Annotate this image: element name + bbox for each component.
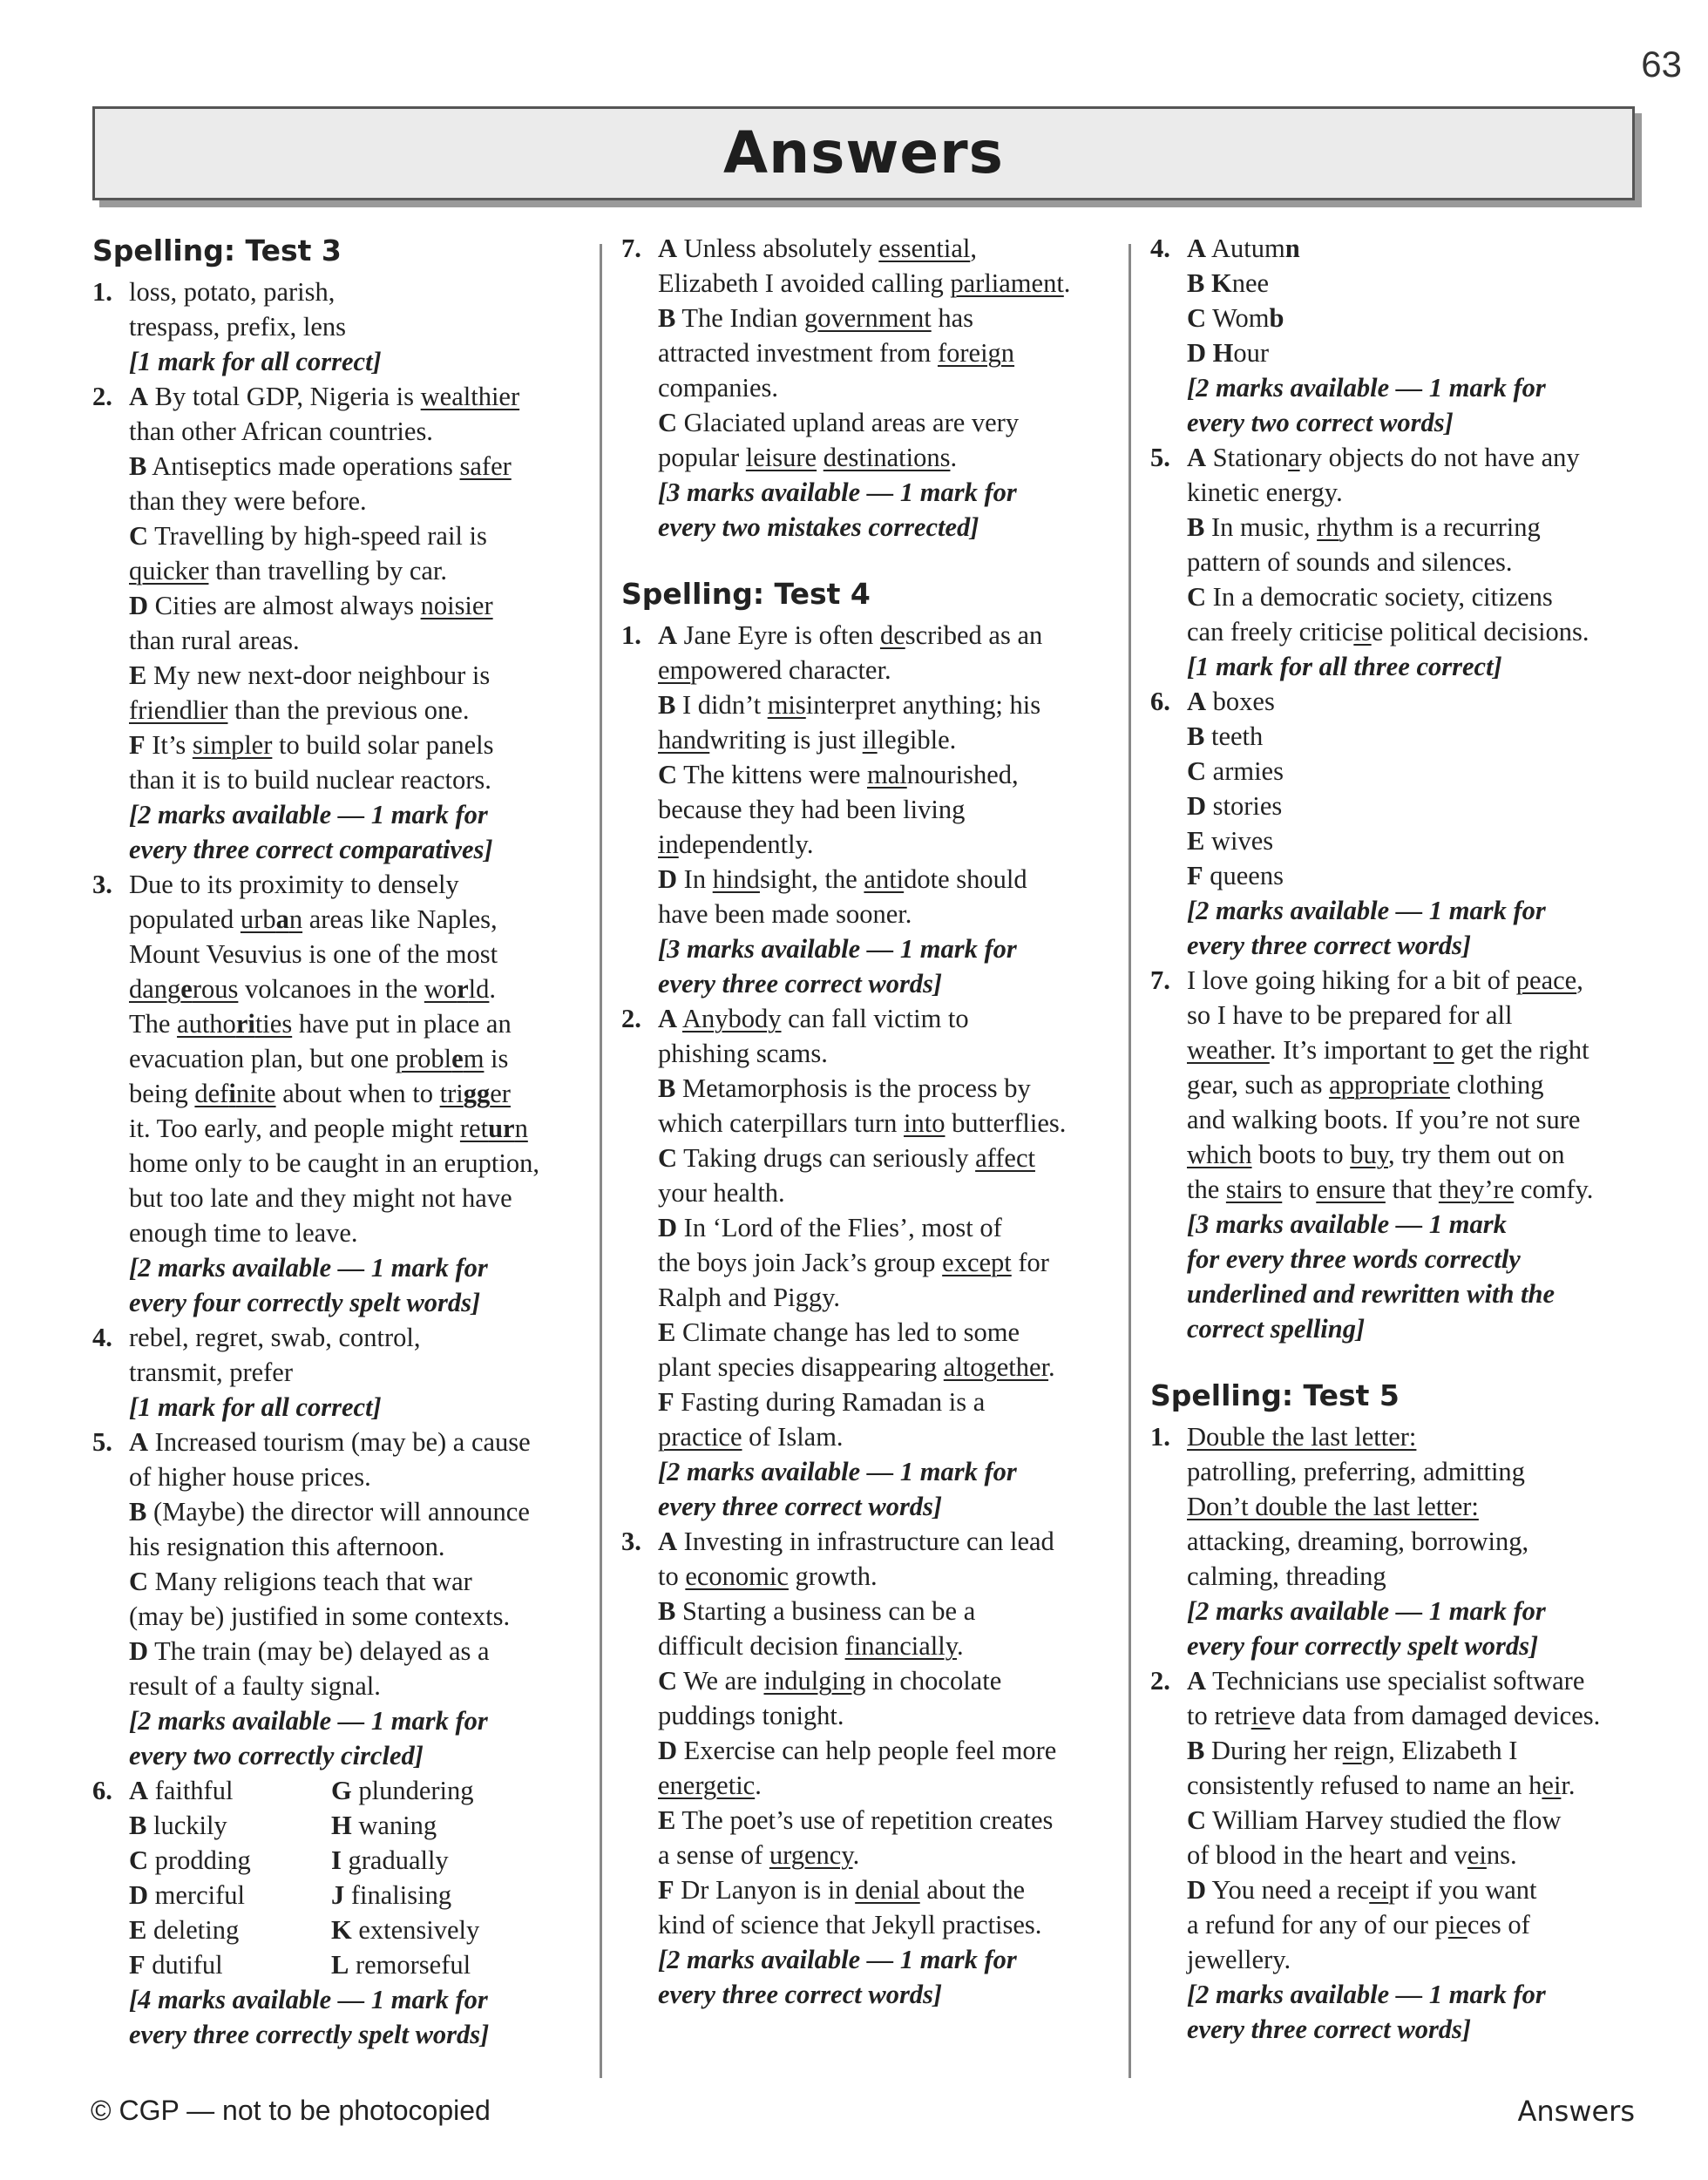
answer-line: pattern of sounds and silences. [1187,547,1513,577]
answer-line: practice of Islam. [658,1422,844,1452]
answer-line: result of a faulty signal. [129,1671,381,1701]
answer-item [92,274,585,379]
answer-line: Mount Vesuvius is one of the most [129,939,498,969]
marks-note: [4 marks available — 1 mark for [129,1985,488,2014]
answer-line: C Travelling by high-speed rail is [129,521,487,551]
answer-line: I love going hiking for a bit of peace, [1187,965,1583,995]
word-grid-cell: J finalising [331,1880,452,1910]
answer-line: independently. [658,829,814,859]
column-2 [621,231,1114,2012]
answer-line: home only to be caught in an eruption, [129,1148,539,1178]
answer-line: which boots to buy, try them out on [1187,1140,1565,1169]
answer-line: trespass, prefix, lens [129,312,347,342]
answer-line: dangerous volcanoes in the world. [129,974,497,1004]
answer-line: the stairs to ensure that they’re comfy. [1187,1175,1594,1204]
answer-item [621,618,1114,1001]
answer-line: it. Too early, and people might return [129,1114,528,1143]
answer-item [1150,440,1643,684]
answer-line: Ralph and Piggy. [658,1283,840,1312]
answer-item [621,231,1114,545]
answer-line: [2 marks available — 1 mark for [129,1706,488,1736]
column-3 [1150,231,1643,2047]
question-number: 2. [621,1004,641,1033]
word-grid-cell: H waning [331,1811,437,1840]
answer-line: [3 marks available — 1 mark for [658,477,1017,507]
answer-item [92,1773,585,2052]
word-grid-cell: I gradually [331,1845,449,1875]
answer-item [92,1320,585,1425]
answer-line: The authorities have put in place an [129,1009,512,1039]
answer-line: [2 marks available — 1 mark for [658,1945,1017,1974]
answer-line: the boys join Jack’s group except for [658,1248,1049,1277]
answer-line: every three correct comparatives] [129,835,493,864]
answer-line: F It’s simpler to build solar panels [129,730,494,760]
question-number: 4. [92,1323,112,1352]
word-grid-cell: B luckily [129,1811,227,1840]
answer-line: Due to its proximity to densely [129,870,459,899]
answer-line: weather. It’s important to get the right [1187,1035,1589,1065]
answer-line: D Hour [1187,338,1270,368]
answer-line: every three correct words] [1187,2014,1472,2044]
answer-line: your health. [658,1178,785,1208]
answers-banner [92,106,1635,200]
answer-line: can freely criticise political decisions. [1187,617,1589,647]
answer-line: B I didn’t misinterpret anything; his [658,690,1041,720]
answer-line: B teeth [1187,721,1264,751]
answer-line: phishing scams. [658,1039,828,1068]
answer-line: patrolling, preferring, admitting [1187,1457,1525,1486]
answer-line: [2 marks available — 1 mark for [1187,373,1546,403]
answer-line: plant species disappearing altogether. [658,1352,1055,1382]
answer-line: which caterpillars turn into butterflies. [658,1108,1067,1138]
answer-line: for every three words correctly [1187,1244,1521,1274]
answer-line: D You need a receipt if you want [1187,1875,1537,1905]
answer-line: transmit, prefer [129,1357,294,1387]
answer-item [621,1001,1114,1524]
answer-line: popular leisure destinations. [658,443,958,472]
answer-line: F Fasting during Ramadan is a [658,1387,986,1417]
section-heading: Spelling: Test 5 [1150,1378,1400,1412]
answer-line: loss, potato, parish, [129,277,336,307]
answer-line: a sense of urgency. [658,1840,860,1870]
answer-item [92,867,585,1320]
answer-item [621,1524,1114,2012]
answer-line: have been made sooner. [658,899,912,929]
word-grid-cell: G plundering [331,1776,474,1805]
answer-line: [2 marks available — 1 mark for [129,1253,488,1283]
answer-line: C Womb [1187,303,1284,333]
answer-line: C We are indulging in chocolate [658,1666,1002,1696]
answer-line: D Cities are almost always noisier [129,591,493,620]
answer-line: F Dr Lanyon is in denial about the [658,1875,1025,1905]
word-grid-cell: A faithful [129,1776,234,1805]
marks-note: every three correctly spelt words] [129,2020,490,2049]
answer-line: every three correct words] [658,969,943,999]
answer-line: handwriting is just illegible. [658,725,957,755]
answer-line: but too late and they might not have [129,1183,512,1213]
column-divider [600,244,602,2078]
answer-line: and walking boots. If you’re not sure [1187,1105,1581,1134]
answer-line: energetic. [658,1770,762,1800]
answer-line: of blood in the heart and veins. [1187,1840,1517,1870]
word-grid [129,1773,585,1982]
question-number: 3. [92,870,112,899]
answer-line: B During her reign, Elizabeth I [1187,1736,1518,1765]
answer-line: every two correctly circled] [129,1741,424,1770]
answer-line: F queens [1187,861,1284,890]
answer-line: evacuation plan, but one problem is [129,1044,509,1073]
answer-line: C Many religions teach that war [129,1567,472,1596]
answer-line: to economic growth. [658,1561,878,1591]
answer-line: B Antiseptics made operations safer [129,451,512,481]
footer-copyright: © CGP — not to be photocopied [91,2095,491,2126]
answer-line: C In a democratic society, citizens [1187,582,1553,612]
answer-line: D stories [1187,791,1283,821]
answer-line: E wives [1187,826,1274,856]
section-heading: Spelling: Test 3 [92,234,342,267]
question-number: 2. [1150,1666,1170,1696]
question-number: 5. [92,1427,112,1457]
answer-line: difficult decision financially. [658,1631,964,1661]
answer-line: consistently refused to name an heir. [1187,1770,1576,1800]
answer-line: [3 marks available — 1 mark for [658,934,1017,964]
answer-line: A Anybody can fall victim to [658,1004,969,1033]
answer-line: every four correctly spelt words] [129,1288,481,1317]
question-number: 7. [1150,965,1170,995]
answer-line: because they had been living [658,795,966,824]
answer-line: D In ‘Lord of the Flies’, most of [658,1213,1002,1242]
answer-line: quicker than travelling by car. [129,556,448,586]
answer-line: A Stationary objects do not have any [1187,443,1580,472]
answer-line: every three correct words] [1187,931,1472,960]
footer-section: Answers [1517,2095,1635,2128]
column-1 [92,231,585,2052]
answer-line: C Taking drugs can seriously affect [658,1143,1035,1173]
answer-line: B (Maybe) the director will announce [129,1497,530,1527]
answer-line: (may be) justified in some contexts. [129,1601,511,1631]
answer-line: Elizabeth I avoided calling parliament. [658,268,1071,298]
answer-line: calming, threading [1187,1561,1386,1591]
question-number: 5. [1150,443,1170,472]
question-number: 1. [621,620,641,650]
column-divider [1128,244,1131,2078]
answer-item [1150,1419,1643,1663]
answer-line: A Investing in infrastructure can lead [658,1527,1054,1556]
answer-line: every three correct words] [658,1492,943,1521]
word-grid-cell: K extensively [331,1915,480,1945]
answer-line: attracted investment from foreign [658,338,1015,368]
answer-line: so I have to be prepared for all [1187,1000,1513,1030]
answer-line: C William Harvey studied the flow [1187,1805,1562,1835]
answer-line: D Exercise can help people feel more [658,1736,1057,1765]
answer-line: Double the last letter: [1187,1422,1417,1452]
word-grid-cell: E deleting [129,1915,240,1945]
question-number: 1. [92,277,112,307]
question-number: 3. [621,1527,641,1556]
word-grid-cell: F dutiful [129,1950,223,1980]
answer-line: D The train (may be) delayed as a [129,1636,490,1666]
answer-line: C The kittens were malnourished, [658,760,1019,789]
answer-line: A Unless absolutely essential, [658,234,977,263]
question-number: 2. [92,382,112,411]
answer-item [1150,684,1643,963]
answer-line: [1 mark for all correct] [129,1392,382,1422]
answer-line: B Starting a business can be a [658,1596,976,1626]
answer-line: puddings tonight. [658,1701,844,1730]
answer-line: gear, such as appropriate clothing [1187,1070,1544,1100]
answer-line: than they were before. [129,486,367,516]
answer-item [1150,963,1643,1346]
answer-line: E Climate change has led to some [658,1317,1020,1347]
answer-line: underlined and rewritten with the [1187,1279,1556,1309]
question-number: 6. [1150,687,1170,716]
answer-line: every three correct words] [658,1980,943,2009]
answer-line: E My new next-door neighbour is [129,660,491,690]
answer-line: rebel, regret, swab, control, [129,1323,421,1352]
answer-line: A By total GDP, Nigeria is wealthier [129,382,520,411]
answer-line: [2 marks available — 1 mark for [1187,896,1546,925]
answer-line: [2 marks available — 1 mark for [658,1457,1017,1486]
answer-line: to retrieve data from damaged devices. [1187,1701,1601,1730]
answer-line: his resignation this afternoon. [129,1532,445,1561]
answer-line: A Increased tourism (may be) a cause [129,1427,531,1457]
answer-line: friendlier than the previous one. [129,695,470,725]
word-grid-cell: L remorseful [331,1950,471,1980]
answer-line: than it is to build nuclear reactors. [129,765,491,795]
answer-line: of higher house prices. [129,1462,371,1492]
answer-item [92,1425,585,1773]
answer-line: B Metamorphosis is the process by [658,1073,1031,1103]
answer-line: a refund for any of our pieces of [1187,1910,1530,1940]
answer-item [92,379,585,867]
answer-line: being definite about when to trigger [129,1079,511,1108]
answer-line: kinetic energy. [1187,477,1343,507]
question-number: 1. [1150,1422,1170,1452]
question-number: 4. [1150,234,1170,263]
answer-line: every four correctly spelt words] [1187,1631,1539,1661]
answer-line: enough time to leave. [129,1218,358,1248]
answer-line: than other African countries. [129,416,433,446]
answer-line: [1 mark for all correct] [129,347,382,376]
answer-line: [2 marks available — 1 mark for [1187,1980,1546,2009]
answer-line: Don’t double the last letter: [1187,1492,1479,1521]
answer-line: every two correct words] [1187,408,1454,437]
answer-line: A Technicians use specialist software [1187,1666,1585,1696]
answer-line: jewellery. [1187,1945,1291,1974]
answer-line: C armies [1187,756,1284,786]
answer-line: [1 mark for all three correct] [1187,652,1502,681]
answer-item [1150,1663,1643,2047]
answer-line: B In music, rhythm is a recurring [1187,512,1541,542]
page-number: 63 [1641,44,1682,85]
answer-line: B Knee [1187,268,1270,298]
answer-line: every two mistakes corrected] [658,512,979,542]
answer-line: B The Indian government has [658,303,973,333]
answer-line: empowered character. [658,655,891,685]
answer-line: correct spelling] [1187,1314,1366,1344]
question-number: 6. [92,1776,112,1805]
answer-line: attacking, dreaming, borrowing, [1187,1527,1529,1556]
answer-line: [2 marks available — 1 mark for [1187,1596,1546,1626]
answer-line: populated urban areas like Naples, [129,904,498,934]
word-grid-cell: D merciful [129,1880,245,1910]
word-grid-cell: C prodding [129,1845,251,1875]
section-heading: Spelling: Test 4 [621,577,871,611]
banner-title: Answers [723,119,1004,186]
answer-line: kind of science that Jekyll practises. [658,1910,1042,1940]
answer-line: D In hindsight, the antidote should [658,864,1027,894]
answer-line: A Jane Eyre is often described as an [658,620,1043,650]
answer-item [1150,231,1643,440]
answer-line: C Glaciated upland areas are very [658,408,1020,437]
answer-line: companies. [658,373,779,403]
answer-line: A Autumn [1187,234,1300,263]
question-number: 7. [621,234,641,263]
answer-line: [3 marks available — 1 mark [1187,1209,1507,1239]
answer-line: than rural areas. [129,626,300,655]
answer-line: A boxes [1187,687,1275,716]
answer-line: E The poet’s use of repetition creates [658,1805,1054,1835]
answer-line: [2 marks available — 1 mark for [129,800,488,829]
